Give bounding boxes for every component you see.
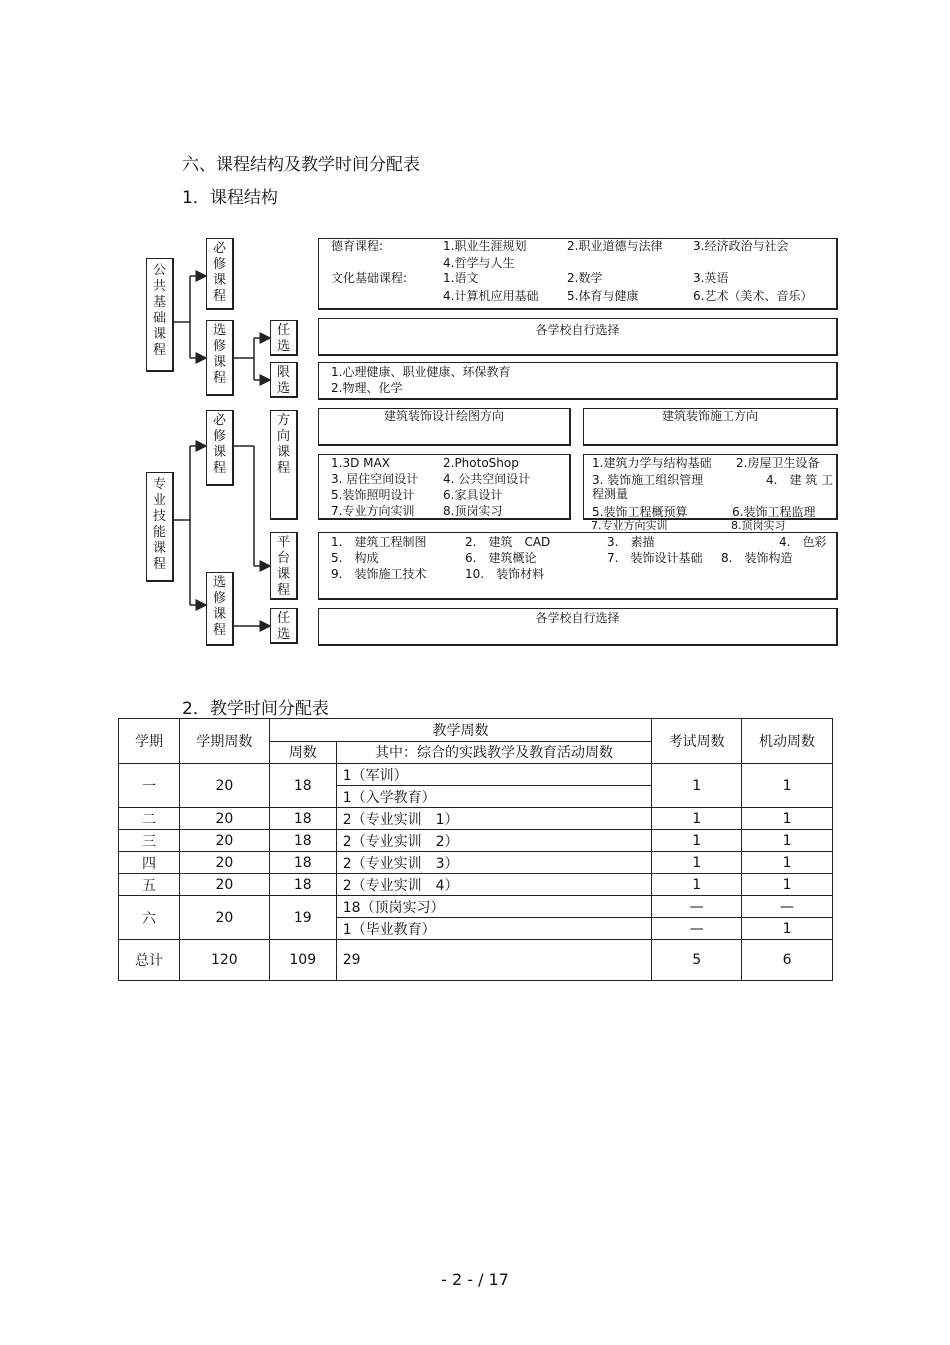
limited-item: 2.物理、化学 — [331, 381, 403, 395]
practice-cell: 18（顶岗实习） — [336, 896, 652, 918]
flexible-cell: 1 — [742, 918, 833, 940]
public-required-box — [206, 238, 234, 310]
construction-direction-courses-box — [583, 454, 838, 520]
construction-course: 1.建筑力学与结构基础 — [592, 456, 712, 470]
culture-item: 1.语文 — [443, 271, 479, 285]
public-elective-label: 选修课程 — [212, 323, 226, 386]
header-practice-weeks: 其中：综合的实践教学及教育活动周数 — [336, 741, 652, 764]
platform-course-label: 平台课程 — [276, 535, 290, 598]
design-course: 4. 公共空间设计 — [443, 472, 531, 486]
semester-cell: 五 — [119, 874, 180, 896]
design-course: 8.顶岗实习 — [443, 504, 503, 518]
culture-item: 2.数学 — [567, 271, 603, 285]
practice-cell: 2（专业实训 2） — [336, 830, 652, 852]
culture-item: 3.英语 — [693, 271, 729, 285]
platform-course: 10. 装饰材料 — [465, 567, 545, 581]
public-optional-label: 任选 — [276, 323, 290, 354]
professional-required-box — [206, 410, 234, 486]
moral-item: 3.经济政治与社会 — [693, 239, 789, 253]
design-course: 6.家具设计 — [443, 488, 503, 502]
weeks-cell: 18 — [269, 808, 336, 830]
schedule-heading: 2．教学时间分配表 — [182, 699, 329, 719]
moral-item: 4.哲学与人生 — [443, 256, 515, 270]
public-required-label: 必修课程 — [212, 241, 226, 304]
public-optional-box — [270, 320, 298, 356]
design-course: 5.装饰照明设计 — [331, 488, 415, 502]
exam-cell: — — [652, 918, 742, 940]
professional-elective-label: 选修课程 — [212, 575, 226, 638]
header-semester-weeks: 学期周数 — [179, 719, 269, 764]
direction-course-box — [270, 410, 298, 520]
platform-course-box — [270, 532, 298, 600]
section-heading: 六、课程结构及教学时间分配表 — [182, 155, 420, 175]
professional-optional-box — [270, 608, 298, 644]
table-row — [119, 764, 833, 786]
public-basic-course-box — [146, 258, 174, 372]
design-course: 1.3D MAX — [331, 456, 390, 470]
table-header-row — [119, 719, 833, 742]
header-flexible-weeks: 机动周数 — [742, 719, 833, 764]
semester-weeks-cell: 20 — [179, 852, 269, 874]
platform-course: 2. 建筑 CAD — [465, 535, 551, 549]
design-course: 2.PhotoShop — [443, 456, 519, 470]
limited-item: 1.心理健康、职业健康、环保教育 — [331, 365, 511, 379]
weeks-cell: 18 — [269, 874, 336, 896]
platform-course: 1. 建筑工程制图 — [331, 535, 427, 549]
professional-optional-label: 任选 — [276, 611, 290, 642]
semester-cell: 二 — [119, 808, 180, 830]
table-row — [119, 808, 833, 830]
exam-cell: 1 — [652, 852, 742, 874]
weeks-cell: 19 — [269, 896, 336, 940]
header-semester: 学期 — [119, 719, 180, 764]
professional-course-box — [146, 472, 174, 582]
construction-course: 7.专业方向实训 — [591, 519, 668, 532]
total-flexible: 6 — [742, 940, 833, 981]
total-practice: 29 — [336, 940, 652, 981]
total-label: 总计 — [119, 940, 180, 981]
school-choice-text: 各学校自行选择 — [535, 323, 620, 337]
flexible-cell: — — [742, 896, 833, 918]
semester-weeks-cell: 20 — [179, 764, 269, 808]
structure-heading: 1．课程结构 — [182, 188, 278, 208]
design-direction-title-box — [318, 408, 571, 446]
exam-cell: 1 — [652, 874, 742, 896]
school-choice-text: 各学校自行选择 — [535, 611, 620, 625]
exam-cell: — — [652, 896, 742, 918]
exam-cell: 1 — [652, 764, 742, 808]
platform-course: 3. 素描 — [607, 535, 655, 549]
public-optional-courses-box — [318, 318, 838, 356]
public-required-courses-box — [318, 238, 838, 310]
professional-required-label: 必修课程 — [212, 413, 226, 476]
page-number: - 2 - / 17 — [441, 1270, 509, 1289]
total-row — [119, 940, 833, 981]
moral-item: 1.职业生涯规划 — [443, 239, 527, 253]
construction-direction-title-box — [583, 408, 838, 446]
header-exam-weeks: 考试周数 — [652, 719, 742, 764]
table-row — [119, 896, 833, 918]
construction-course: 5.装饰工程概预算 — [592, 505, 688, 519]
header-teaching-weeks: 教学周数 — [269, 719, 651, 742]
flexible-cell: 1 — [742, 808, 833, 830]
semester-weeks-cell: 20 — [179, 808, 269, 830]
teaching-schedule-table — [118, 718, 833, 981]
platform-course: 6. 建筑概论 — [465, 551, 537, 565]
moral-item: 2.职业道德与法律 — [567, 239, 663, 253]
direction-course-label: 方向课程 — [276, 413, 290, 476]
header-weeks: 周数 — [269, 741, 336, 764]
construction-course: 6.装饰工程监理 — [732, 505, 816, 519]
platform-course: 4. 色彩 — [779, 535, 827, 549]
semester-cell: 三 — [119, 830, 180, 852]
practice-cell: 1（毕业教育） — [336, 918, 652, 940]
semester-cell: 一 — [119, 764, 180, 808]
culture-item: 4.计算机应用基础 — [443, 289, 539, 303]
construction-course: 8.顶岗实习 — [731, 519, 786, 532]
practice-cell: 2（专业实训 3） — [336, 852, 652, 874]
professional-course-label: 专业技能课程 — [152, 477, 166, 572]
weeks-cell: 18 — [269, 830, 336, 852]
practice-cell: 2（专业实训 4） — [336, 874, 652, 896]
flexible-cell: 1 — [742, 852, 833, 874]
construction-course: 2.房屋卫生设备 — [736, 456, 820, 470]
platform-courses-box — [318, 532, 838, 600]
culture-label: 文化基础课程: — [331, 271, 408, 285]
platform-course: 8. 装饰构造 — [721, 551, 793, 565]
culture-item: 5.体育与健康 — [567, 289, 639, 303]
flexible-cell: 1 — [742, 764, 833, 808]
practice-cell: 2（专业实训 1） — [336, 808, 652, 830]
construction-course: 4. 建 筑 工 — [766, 473, 834, 487]
design-direction-title: 建筑装饰设计绘图方向 — [383, 409, 504, 423]
platform-course: 5. 构成 — [331, 551, 379, 565]
professional-elective-box — [206, 572, 234, 646]
exam-cell: 1 — [652, 830, 742, 852]
construction-course: 3. 装饰施工组织管理 — [592, 473, 704, 487]
public-limited-box — [270, 362, 298, 398]
semester-cell: 六 — [119, 896, 180, 940]
public-elective-box — [206, 320, 234, 396]
professional-optional-courses-box — [318, 608, 838, 646]
total-exam: 5 — [652, 940, 742, 981]
public-limited-courses-box — [318, 362, 838, 400]
moral-label: 德育课程: — [331, 239, 384, 253]
public-limited-label: 限选 — [276, 365, 290, 396]
public-basic-course-label: 公共基础课程 — [152, 263, 166, 358]
platform-course: 7. 装饰设计基础 — [607, 551, 703, 565]
practice-cell: 1（军训） — [336, 764, 652, 786]
platform-course: 9. 装饰施工技术 — [331, 567, 427, 581]
table-row — [119, 830, 833, 852]
flexible-cell: 1 — [742, 830, 833, 852]
weeks-cell: 18 — [269, 852, 336, 874]
weeks-cell: 18 — [269, 764, 336, 808]
construction-direction-title: 建筑装饰施工方向 — [661, 409, 758, 423]
construction-course: 程测量 — [592, 487, 629, 501]
design-course: 3. 居住空间设计 — [331, 472, 419, 486]
semester-weeks-cell: 20 — [179, 874, 269, 896]
semester-weeks-cell: 20 — [179, 830, 269, 852]
design-direction-courses-box — [318, 454, 571, 520]
practice-cell: 1（入学教育） — [336, 786, 652, 808]
exam-cell: 1 — [652, 808, 742, 830]
total-semester-weeks: 120 — [179, 940, 269, 981]
design-course: 7.专业方向实训 — [331, 504, 415, 518]
semester-cell: 四 — [119, 852, 180, 874]
culture-item: 6.艺术（美术、音乐） — [693, 289, 813, 303]
table-row — [119, 852, 833, 874]
table-row — [119, 874, 833, 896]
semester-weeks-cell: 20 — [179, 896, 269, 940]
total-weeks: 109 — [269, 940, 336, 981]
flexible-cell: 1 — [742, 874, 833, 896]
